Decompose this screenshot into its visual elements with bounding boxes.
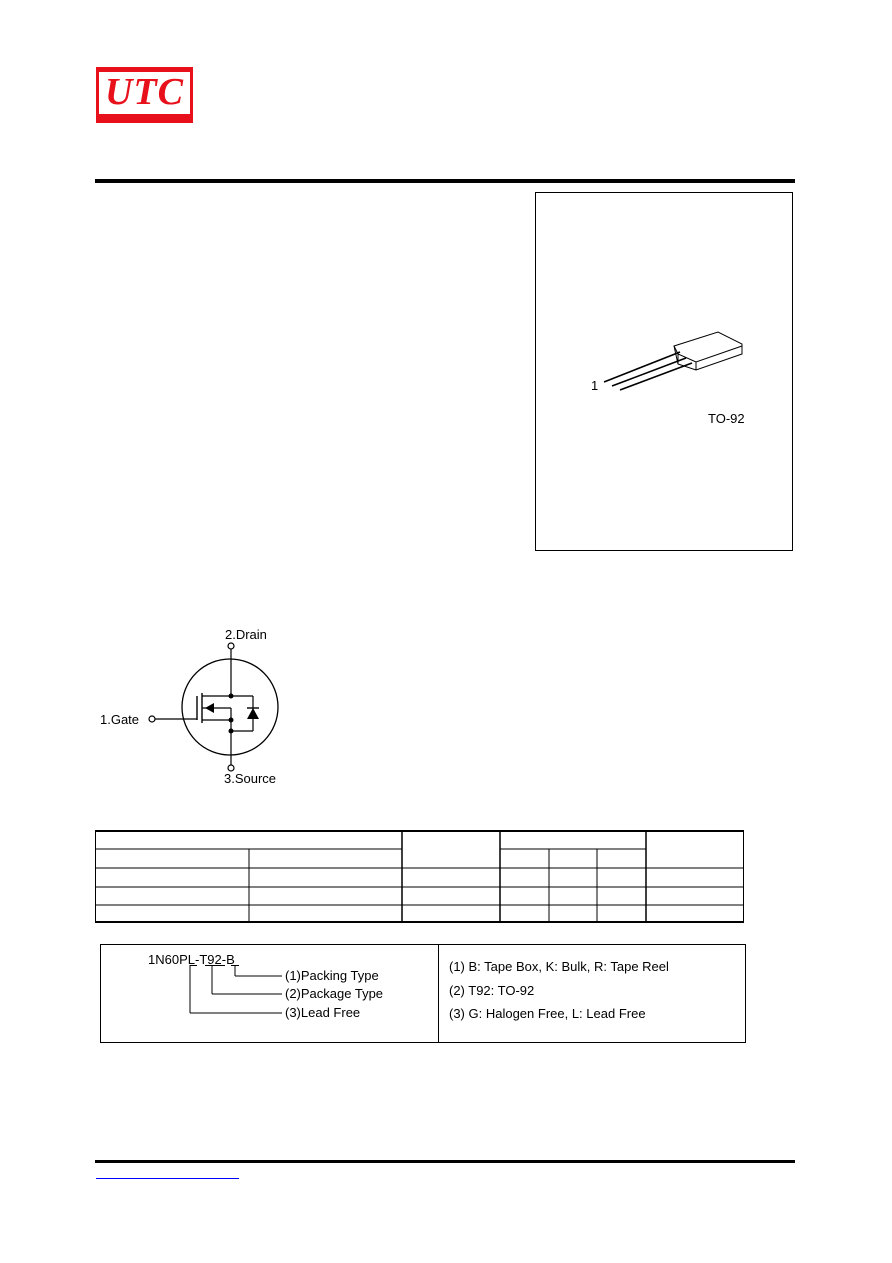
part-code-pkg: T92 <box>199 952 222 967</box>
marking-leader-lines <box>185 965 285 1017</box>
package-name: TO-92 <box>708 411 745 426</box>
note-packing: (1) B: Tape Box, K: Bulk, R: Tape Reel <box>449 959 669 974</box>
callout-lead-free: (3)Lead Free <box>285 1005 361 1020</box>
part-code-pack: B <box>226 952 235 967</box>
utc-logo <box>96 67 193 123</box>
mosfet-symbol <box>145 640 285 772</box>
to92-package-drawing <box>600 318 745 398</box>
footer-rule <box>95 1160 795 1163</box>
pin1-label: 1 <box>591 378 599 393</box>
gate-label: 1.Gate <box>100 712 140 727</box>
utc-logo-text: UTC <box>105 71 184 113</box>
drain-label: 2.Drain <box>225 627 267 642</box>
utc-logo-frame <box>99 72 190 114</box>
ordering-table <box>95 830 744 923</box>
source-label: 3.Source <box>224 771 277 786</box>
part-code-prefix: 1N60PL- <box>148 952 200 967</box>
footer-link[interactable] <box>96 1178 239 1179</box>
header-rule <box>95 179 795 183</box>
part-code-sep: - <box>221 952 227 967</box>
callout-packing-type: (1)Packing Type <box>285 968 379 983</box>
note-package: (2) T92: TO-92 <box>449 983 535 998</box>
callout-package-type: (2)Package Type <box>285 986 384 1001</box>
marking-divider <box>438 944 439 1043</box>
note-lead: (3) G: Halogen Free, L: Lead Free <box>449 1006 646 1021</box>
